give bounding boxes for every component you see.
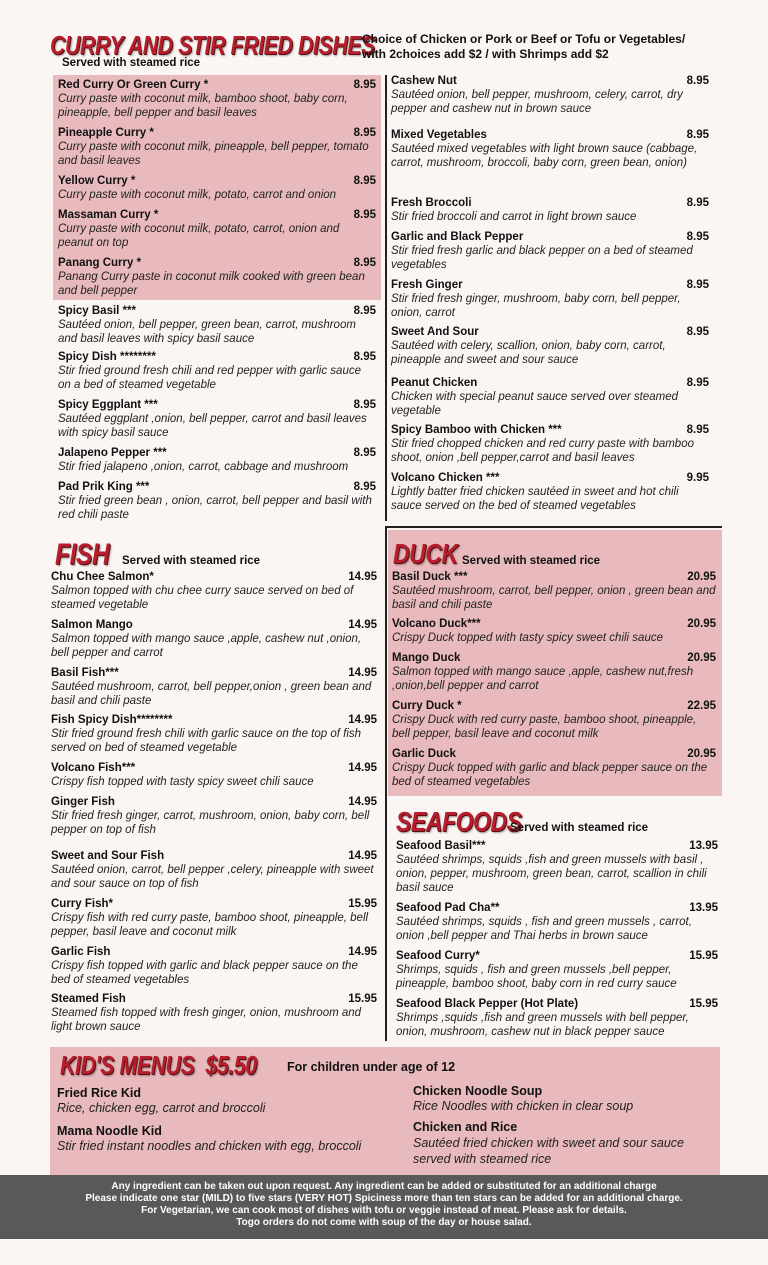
curry-menu-item: [391, 75, 709, 116]
item-description: Stir fried chopped chicken and red curry paste with bamboo shoot, onion ,bell pepper,carrot and basil leaves: [391, 438, 694, 464]
item-description: Stir fried jalapeno ,onion, carrot, cabbage and mushroom: [58, 461, 349, 473]
curry-menu-item: [391, 279, 709, 320]
item-price: 20.95: [687, 618, 716, 630]
item-name: Mango Duck: [392, 652, 461, 664]
item-description: Sautéed with celery, scallion, onion, baby corn, carrot, pineapple and sweet and sour sauce: [391, 340, 666, 366]
fish-menu-item: [51, 850, 377, 891]
item-description: Sautéed onion, bell pepper, mushroom, celery, carrot, dry pepper and cashew nut in brown sauce: [391, 89, 683, 115]
item-name: Chicken Noodle Soup: [413, 1084, 543, 1098]
item-name: Garlic Fish: [51, 946, 111, 958]
item-price: 14.95: [348, 619, 377, 631]
item-name: Massaman Curry *: [58, 209, 159, 221]
item-description: Stir fried green bean , onion, carrot, bell pepper and basil with red chili paste: [58, 495, 372, 521]
curry-menu-item: [391, 424, 709, 465]
item-price: 14.95: [348, 667, 377, 679]
item-price: 15.95: [348, 898, 377, 910]
item-name: Chu Chee Salmon*: [51, 571, 154, 583]
fish-menu-item: [51, 898, 377, 939]
item-name: Volcano Fish***: [51, 762, 136, 774]
item-price: 8.95: [686, 197, 709, 209]
seafood-menu-item: [396, 950, 718, 991]
item-name: Steamed Fish: [51, 993, 126, 1005]
seafoods-title: SEAFOODS: [396, 806, 522, 837]
kids-menu-item: [413, 1084, 713, 1113]
fish-menu-item: [51, 714, 377, 755]
item-price: 15.95: [689, 998, 718, 1010]
item-name: Basil Duck ***: [392, 571, 468, 583]
item-price: 9.95: [686, 472, 709, 484]
duck-menu-item: [392, 652, 716, 693]
item-price: 15.95: [689, 950, 718, 962]
item-name: Volcano Chicken ***: [391, 472, 500, 484]
item-name: Cashew Nut: [391, 75, 457, 87]
duck-menu-item: [392, 618, 716, 645]
item-description: Salmon topped with mango sauce ,apple, cashew nut,fresh ,onion,bell pepper and carrot: [392, 666, 694, 692]
duck-menu-item: [392, 748, 716, 789]
item-name: Garlic and Black Pepper: [391, 231, 524, 243]
item-description: Crispy Duck topped with tasty spicy sweet chili sauce: [392, 632, 663, 644]
item-name: Spicy Dish ********: [58, 351, 156, 363]
footer-notes: [0, 1175, 768, 1239]
item-price: 14.95: [348, 762, 377, 774]
item-name: Salmon Mango: [51, 619, 133, 631]
item-name: Fresh Ginger: [391, 279, 463, 291]
item-description: Stir fried ground fresh chili with garlic sauce on the top of fish served on bed of steamed vegetable: [51, 728, 362, 754]
item-description: Salmon topped with mango sauce ,apple, cashew nut ,onion, bell pepper and carrot: [51, 633, 362, 659]
item-name: Ginger Fish: [51, 796, 115, 808]
curry-subtitle: Served with steamed rice: [62, 57, 201, 69]
item-description: Sautéed shrimps, squids , fish and green mussels , carrot, onion ,bell pepper and Thai herbs in brown sauce: [396, 916, 692, 942]
item-description: Sautéed onion, carrot, bell pepper ,celery, pineapple with sweet and sour sauce on top of fish: [51, 864, 374, 890]
item-name: Yellow Curry *: [58, 175, 136, 187]
item-description: Stir fried fresh ginger, carrot, mushroom, onion, baby corn, bell pepper on top of fish: [51, 810, 370, 836]
footer-line: Any ingredient can be taken out upon request. Any ingredient can be added or substituted for an additional charge: [111, 1181, 657, 1192]
curry-menu-item: [58, 481, 376, 522]
item-description: Sautéed fried chicken with sweet and sour sauce served with steamed rice: [413, 1136, 684, 1166]
curry-menu-item: [391, 472, 709, 513]
item-description: Sautéed onion, bell pepper, green bean, carrot, mushroom and basil leaves with spicy basil sauce: [58, 319, 356, 345]
item-price: 8.95: [686, 326, 709, 338]
item-description: Curry paste with coconut milk, potato, carrot, onion and peanut on top: [58, 223, 340, 249]
item-name: Seafood Black Pepper (Hot Plate): [396, 998, 579, 1010]
item-price: 22.95: [687, 700, 716, 712]
item-description: Stir fried broccoli and carrot in light brown sauce: [391, 211, 637, 223]
item-price: 8.95: [353, 127, 376, 139]
item-name: Spicy Bamboo with Chicken ***: [391, 424, 562, 436]
item-price: 20.95: [687, 652, 716, 664]
item-price: 8.95: [353, 399, 376, 411]
item-description: Shrimps, squids , fish and green mussels ,bell pepper, pineapple, bamboo shoot, baby corn in red curry sauce: [396, 964, 677, 990]
item-description: Chicken with special peanut sauce served over steamed vegetable: [391, 391, 679, 417]
kids-menu-item: [413, 1120, 713, 1167]
item-description: Panang Curry paste in coconut milk cooked with green bean and bell pepper: [58, 271, 365, 297]
item-name: Volcano Duck***: [392, 618, 481, 630]
item-price: 8.95: [686, 424, 709, 436]
fish-menu-item: [51, 619, 377, 660]
item-description: Crispy Duck with red curry paste, bamboo shoot, pineapple, bell pepper, basil leave and coconut milk: [392, 714, 697, 740]
item-description: Stir fried ground fresh chili and red pepper with garlic sauce on a bed of steamed vegetable: [58, 365, 361, 391]
item-price: 8.95: [353, 447, 376, 459]
curry-menu-item: [391, 377, 709, 418]
item-description: Stir fried instant noodles and chicken with egg, broccoli: [57, 1139, 362, 1153]
item-price: 8.95: [686, 279, 709, 291]
curry-menu-item: [58, 209, 376, 250]
item-name: Seafood Curry*: [396, 950, 480, 962]
item-name: Peanut Chicken: [391, 377, 478, 389]
item-name: Fresh Broccoli: [391, 197, 472, 209]
item-description: Steamed fish topped with fresh ginger, onion, mushroom and light brown sauce: [51, 1007, 362, 1033]
item-price: 20.95: [687, 748, 716, 760]
curry-menu-item: [391, 326, 709, 367]
item-price: 8.95: [686, 231, 709, 243]
item-name: Pineapple Curry *: [58, 127, 154, 139]
curry-menu-item: [391, 197, 709, 224]
item-name: Curry Fish*: [51, 898, 113, 910]
curry-menu-item: [391, 231, 709, 272]
item-name: Spicy Eggplant ***: [58, 399, 158, 411]
item-description: Sautéed mushroom, carrot, bell pepper, onion , green bean and basil and chili paste: [392, 585, 716, 611]
item-description: Sautéed eggplant ,onion, bell pepper, carrot and basil leaves with spicy basil sauce: [58, 413, 367, 439]
fish-menu-item: [51, 796, 377, 837]
item-name: Curry Duck *: [392, 700, 462, 712]
curry-title: CURRY AND STIR FRIED DISHES: [50, 30, 375, 60]
item-price: 8.95: [353, 481, 376, 493]
item-price: 8.95: [353, 305, 376, 317]
item-name: Spicy Basil ***: [58, 305, 136, 317]
item-description: Stir fried fresh ginger, mushroom, baby corn, bell pepper, onion, carrot: [391, 293, 681, 319]
footer-line: Togo orders do not come with soup of the day or house salad.: [236, 1217, 532, 1228]
seafood-menu-item: [396, 840, 718, 895]
item-description: Crispy fish topped with tasty spicy sweet chili sauce: [51, 776, 314, 788]
curry-choice-line1: Choice of Chicken or Pork or Beef or Tofu or Vegetables/: [362, 32, 686, 46]
fish-duck-divider: [385, 528, 387, 1041]
item-price: 15.95: [348, 993, 377, 1005]
footer-line: Please indicate one star (MILD) to five stars (VERY HOT) Spiciness more than ten stars can be added for an additional charge.: [85, 1193, 683, 1204]
duck-title: DUCK: [393, 538, 458, 569]
item-description: Rice, chicken egg, carrot and broccoli: [57, 1101, 266, 1115]
item-price: 14.95: [348, 946, 377, 958]
item-price: 13.95: [689, 902, 718, 914]
item-description: Stir fried fresh garlic and black pepper on a bed of steamed vegetables: [391, 245, 693, 271]
duck-subtitle: Served with steamed rice: [462, 555, 601, 567]
item-name: Chicken and Rice: [413, 1120, 518, 1134]
item-description: Sautéed mushroom, carrot, bell pepper,onion , green bean and basil and chili paste: [51, 681, 372, 707]
fish-menu-item: [51, 667, 377, 708]
footer-line: For Vegetarian, we can cook most of dishes with tofu or veggie instead of meat. Please ask for details.: [141, 1205, 627, 1216]
item-description: Rice Noodles with chicken in clear soup: [413, 1099, 634, 1113]
fish-menu-item: [51, 762, 377, 789]
fish-menu-item: [51, 993, 377, 1034]
kids-subtitle: For children under age of 12: [287, 1060, 456, 1074]
curry-menu-item: [58, 305, 376, 346]
curry-menu-item: [58, 257, 376, 298]
item-name: Pad Prik King ***: [58, 481, 150, 493]
item-description: Curry paste with coconut milk, bamboo shoot, baby corn, pineapple, bell pepper and basil leaves: [58, 93, 348, 119]
seafood-menu-item: [396, 998, 718, 1039]
item-description: Lightly batter fried chicken sautéed in sweet and hot chili sauce served on the bed of steamed vegetables: [391, 486, 679, 512]
item-name: Fish Spicy Dish********: [51, 714, 173, 726]
item-description: Crispy fish with red curry paste, bamboo shoot, pineapple, bell pepper, basil leave and coconut milk: [51, 912, 369, 938]
item-price: 8.95: [353, 79, 376, 91]
kids-menu-item: [57, 1124, 397, 1153]
item-price: 14.95: [348, 714, 377, 726]
item-price: 8.95: [353, 351, 376, 363]
item-description: Curry paste with coconut milk, potato, carrot and onion: [58, 189, 337, 201]
item-name: Sweet and Sour Fish: [51, 850, 165, 862]
duck-menu-item: [392, 700, 716, 741]
kids-menu-item: [57, 1086, 397, 1115]
item-price: 8.95: [686, 377, 709, 389]
item-name: Red Curry Or Green Curry *: [58, 79, 209, 91]
fish-title: FISH: [55, 538, 110, 571]
item-name: Basil Fish***: [51, 667, 119, 679]
item-price: 14.95: [348, 571, 377, 583]
item-name: Sweet And Sour: [391, 326, 479, 338]
item-price: 20.95: [687, 571, 716, 583]
curry-menu-item: [58, 399, 376, 440]
fish-menu-item: [51, 571, 377, 612]
curry-menu-item: [58, 79, 376, 120]
item-description: Crispy Duck topped with garlic and black pepper sauce on the bed of steamed vegetables: [392, 762, 708, 788]
item-name: Seafood Pad Cha**: [396, 902, 500, 914]
curry-menu-item: [58, 175, 376, 202]
item-price: 8.95: [353, 257, 376, 269]
curry-column-divider: [385, 75, 387, 521]
item-price: 14.95: [348, 850, 377, 862]
curry-bottom-divider: [385, 526, 722, 528]
item-price: 8.95: [686, 75, 709, 87]
item-description: Shrimps ,squids ,fish and green mussels with bell pepper, onion, mushroom, cashew nut in black pepper sauce: [396, 1012, 689, 1038]
item-description: Salmon topped with chu chee curry sauce served on bed of steamed vegetable: [51, 585, 354, 611]
curry-menu-item: [58, 447, 376, 474]
item-name: Garlic Duck: [392, 748, 456, 760]
item-name: Mixed Vegetables: [391, 129, 487, 141]
curry-menu-item: [58, 127, 376, 168]
seafoods-subtitle: Served with steamed rice: [510, 822, 649, 834]
item-price: 8.95: [686, 129, 709, 141]
item-name: Mama Noodle Kid: [57, 1124, 162, 1138]
item-name: Panang Curry *: [58, 257, 142, 269]
fish-menu-item: [51, 946, 377, 987]
kids-title: KID'S MENUS $5.50: [60, 1050, 257, 1080]
item-price: 8.95: [353, 209, 376, 221]
item-name: Seafood Basil***: [396, 840, 486, 852]
item-name: Jalapeno Pepper ***: [58, 447, 167, 459]
item-description: Sautéed mixed vegetables with light brown sauce (cabbage, carrot, mushroom, broccoli, baby corn, green bean, onion): [391, 143, 698, 169]
item-name: Fried Rice Kid: [57, 1086, 142, 1100]
item-price: 8.95: [353, 175, 376, 187]
item-description: Curry paste with coconut milk, pineapple, bell pepper, tomato and basil leaves: [58, 141, 369, 167]
curry-menu-item: [391, 129, 709, 170]
curry-menu-item: [58, 351, 376, 392]
seafood-menu-item: [396, 902, 718, 943]
item-description: Sautéed shrimps, squids ,fish and green mussels with basil , onion, pepper, mushroom, green bean, carrot, scallion in chili basil sauce: [396, 854, 707, 894]
fish-subtitle: Served with steamed rice: [122, 555, 261, 567]
curry-choice-line2: with 2choices add $2 / with Shrimps add $2: [362, 47, 609, 61]
item-price: 14.95: [348, 796, 377, 808]
duck-menu-item: [392, 571, 716, 612]
item-description: Crispy fish topped with garlic and black pepper sauce on the bed of steamed vegetables: [51, 960, 358, 986]
item-price: 13.95: [689, 840, 718, 852]
